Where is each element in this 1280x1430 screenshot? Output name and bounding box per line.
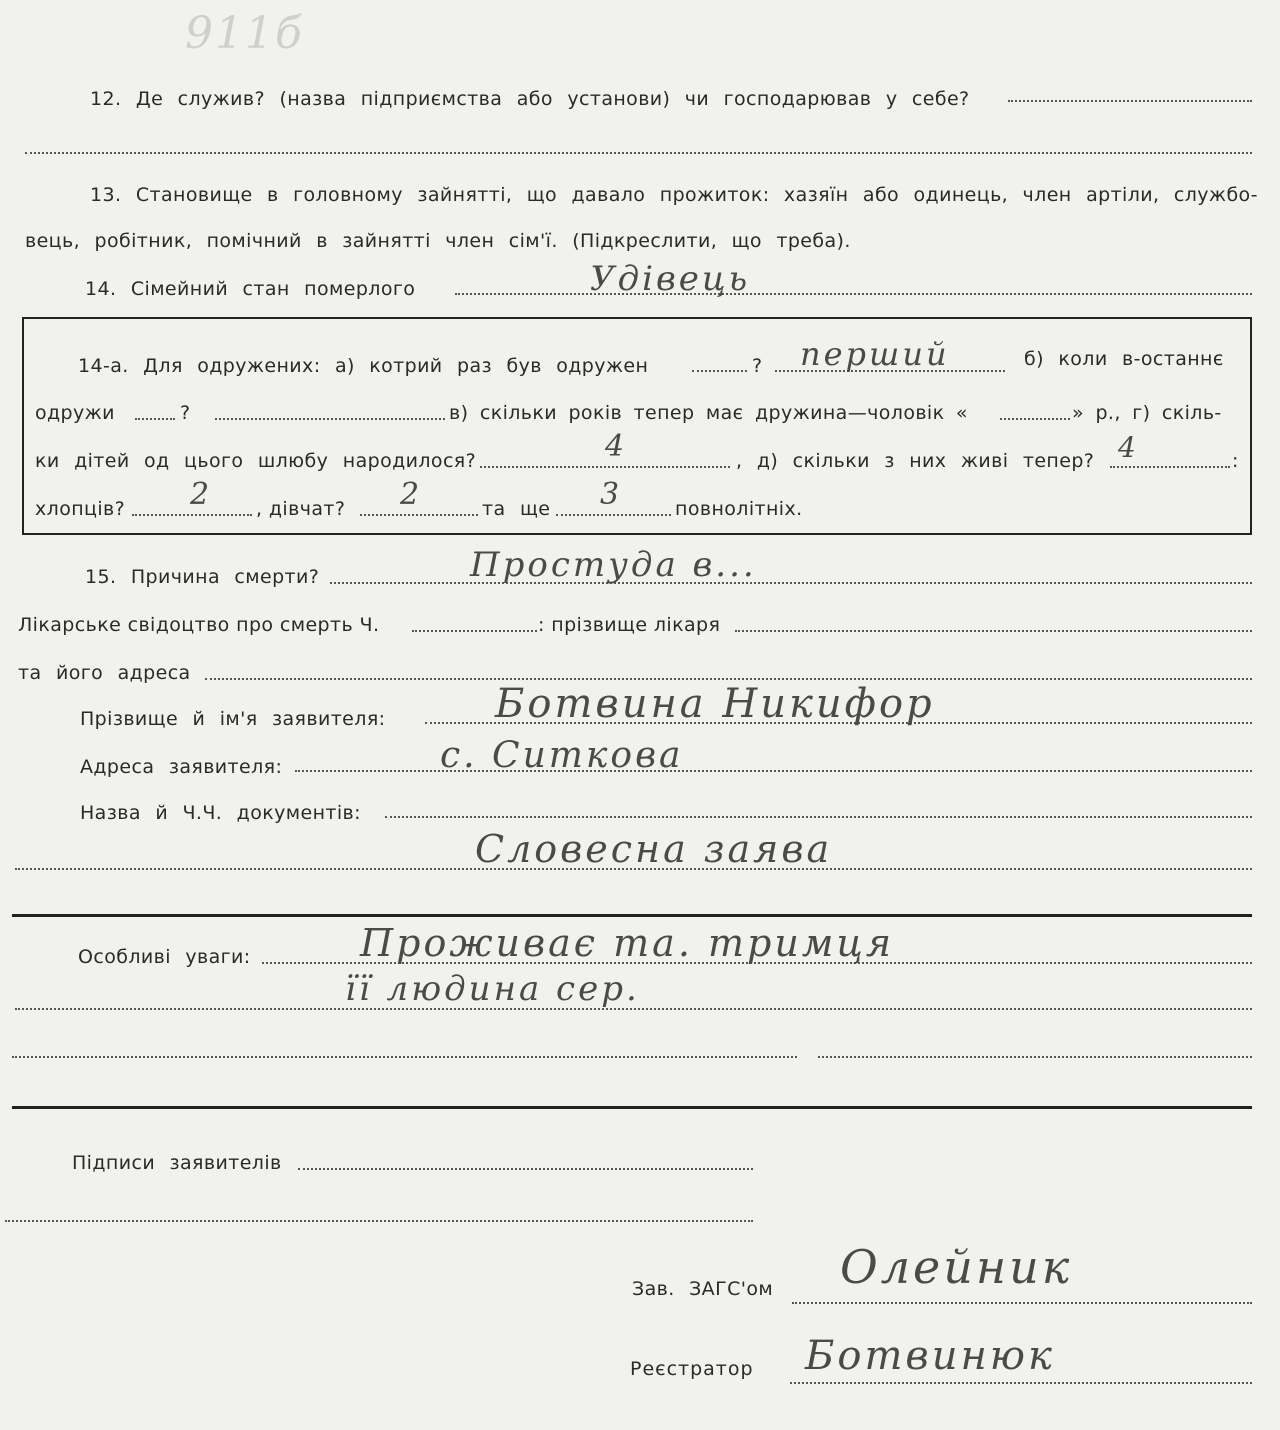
registrar-signature: Ботвинюк bbox=[805, 1333, 1055, 1379]
q14a-colon: : bbox=[1232, 450, 1239, 472]
applicants-signatures-line-1 bbox=[298, 1168, 753, 1170]
doctor-name-label: : прізвище лікаря bbox=[538, 614, 721, 636]
head-registry-line bbox=[792, 1302, 1252, 1304]
documents-label: Назва й Ч.Ч. документів: bbox=[80, 802, 361, 824]
q14a-boys-line bbox=[132, 514, 252, 516]
q14-label: 14. Сімейний стан померлого bbox=[85, 278, 416, 300]
q14a-alive-line bbox=[1110, 466, 1230, 468]
notes-label: Особливі уваги: bbox=[78, 946, 251, 968]
head-signature: Олейник bbox=[840, 1240, 1073, 1294]
applicant-name-handwriting: Ботвина Никифор bbox=[495, 681, 935, 727]
q14a-line-2-b: в) скільки років тепер має дружина—чоловік « bbox=[449, 402, 968, 424]
q14a-line-3-b: , д) скільки з них живі тепер? bbox=[736, 450, 1095, 472]
q14a-children-handwriting: 4 bbox=[605, 429, 628, 464]
q14a-girls-handwriting: 2 bbox=[400, 477, 423, 512]
q14a-times-handwriting: перший bbox=[800, 335, 950, 373]
q14a-married-when-line-b bbox=[215, 418, 445, 420]
applicants-signatures-label: Підписи заявителів bbox=[72, 1152, 282, 1174]
applicant-address-handwriting: с. Ситкова bbox=[440, 735, 684, 776]
q14a-line-3-a: ки дітей од цього шлюбу народилося? bbox=[35, 450, 477, 472]
q14a-boys-label: хлопців? bbox=[35, 498, 126, 520]
applicant-address-line bbox=[295, 770, 1252, 772]
archive-mark: 911б bbox=[185, 8, 304, 59]
doctor-name-line bbox=[735, 630, 1252, 632]
q14a-adults-end: повнолітніх. bbox=[675, 498, 803, 520]
q14a-girls-label: , дівчат? bbox=[256, 498, 346, 520]
q13-line-2: вець, робітник, помічний в зайнятті член сім'ї. (Підкреслити, що треба). bbox=[25, 230, 851, 252]
q14a-line-1-a: 14-а. Для одружених: а) котрий раз був одружен bbox=[78, 355, 649, 377]
q14a-married-when-line-a bbox=[135, 418, 175, 420]
q14a-q-mark-1: ? bbox=[752, 355, 763, 377]
q12-answer-line bbox=[1008, 100, 1252, 102]
q14a-line-2-a: одружи bbox=[35, 402, 115, 424]
q14a-spouse-age-line bbox=[1000, 418, 1070, 420]
q14a-alive-handwriting: 4 bbox=[1118, 431, 1139, 464]
notes-handwriting-1: Проживає та. тримця bbox=[360, 921, 895, 965]
head-registry-label: Зав. ЗАГС'ом bbox=[632, 1278, 774, 1300]
q14a-line-1-b: б) коли в-останнє bbox=[1024, 348, 1224, 370]
applicant-name-label: Прізвище й ім'я заявителя: bbox=[80, 708, 386, 730]
q14a-more-label: та ще bbox=[482, 498, 551, 520]
doctor-address-line bbox=[205, 678, 1252, 680]
q14a-line-2-c: » р., г) скіль- bbox=[1072, 402, 1222, 424]
section-divider-2 bbox=[12, 1106, 1252, 1109]
registrar-line bbox=[790, 1382, 1252, 1384]
applicants-signatures-line-2 bbox=[5, 1220, 753, 1222]
q14a-children-line bbox=[480, 466, 730, 468]
q15-label: 15. Причина смерти? bbox=[85, 566, 320, 588]
notes-line-3a bbox=[12, 1056, 797, 1058]
q12-answer-line-2 bbox=[25, 152, 1252, 154]
q14a-times-line-a bbox=[692, 370, 747, 372]
q14-answer-handwriting: Удівець bbox=[590, 259, 751, 299]
q14a-boys-handwriting: 2 bbox=[190, 477, 213, 512]
doctor-address-label: та його адреса bbox=[18, 662, 191, 684]
medical-certificate-label: Лікарське свідоцтво про смерть Ч. bbox=[18, 614, 380, 636]
q14a-adults-handwriting: 3 bbox=[600, 477, 623, 512]
q12-label: 12. Де служив? (назва підприємства або установи) чи господарював у себе? bbox=[90, 88, 970, 110]
q14-answer-line bbox=[455, 293, 1252, 295]
notes-line-3b bbox=[818, 1056, 1252, 1058]
q14a-adults-line bbox=[556, 514, 671, 516]
q14a-girls-line bbox=[360, 514, 478, 516]
q13-line-1: 13. Становище в головному зайнятті, що давало прожиток: хазяїн або одинець, член артіли, службо- bbox=[90, 184, 1258, 206]
medical-certificate-number-line bbox=[412, 630, 537, 632]
q14a-q-mark-2: ? bbox=[180, 402, 191, 424]
section-divider-1 bbox=[12, 914, 1252, 917]
applicant-address-label: Адреса заявителя: bbox=[80, 756, 283, 778]
q15-answer-line bbox=[330, 582, 1252, 584]
registrar-label: Реєстратор bbox=[630, 1358, 754, 1380]
q15-answer-handwriting: Простуда в... bbox=[470, 545, 757, 585]
notes-handwriting-2: її людина сер. bbox=[345, 969, 640, 1009]
documents-line-1 bbox=[385, 816, 1252, 818]
documents-handwriting: Словесна заява bbox=[475, 827, 833, 871]
